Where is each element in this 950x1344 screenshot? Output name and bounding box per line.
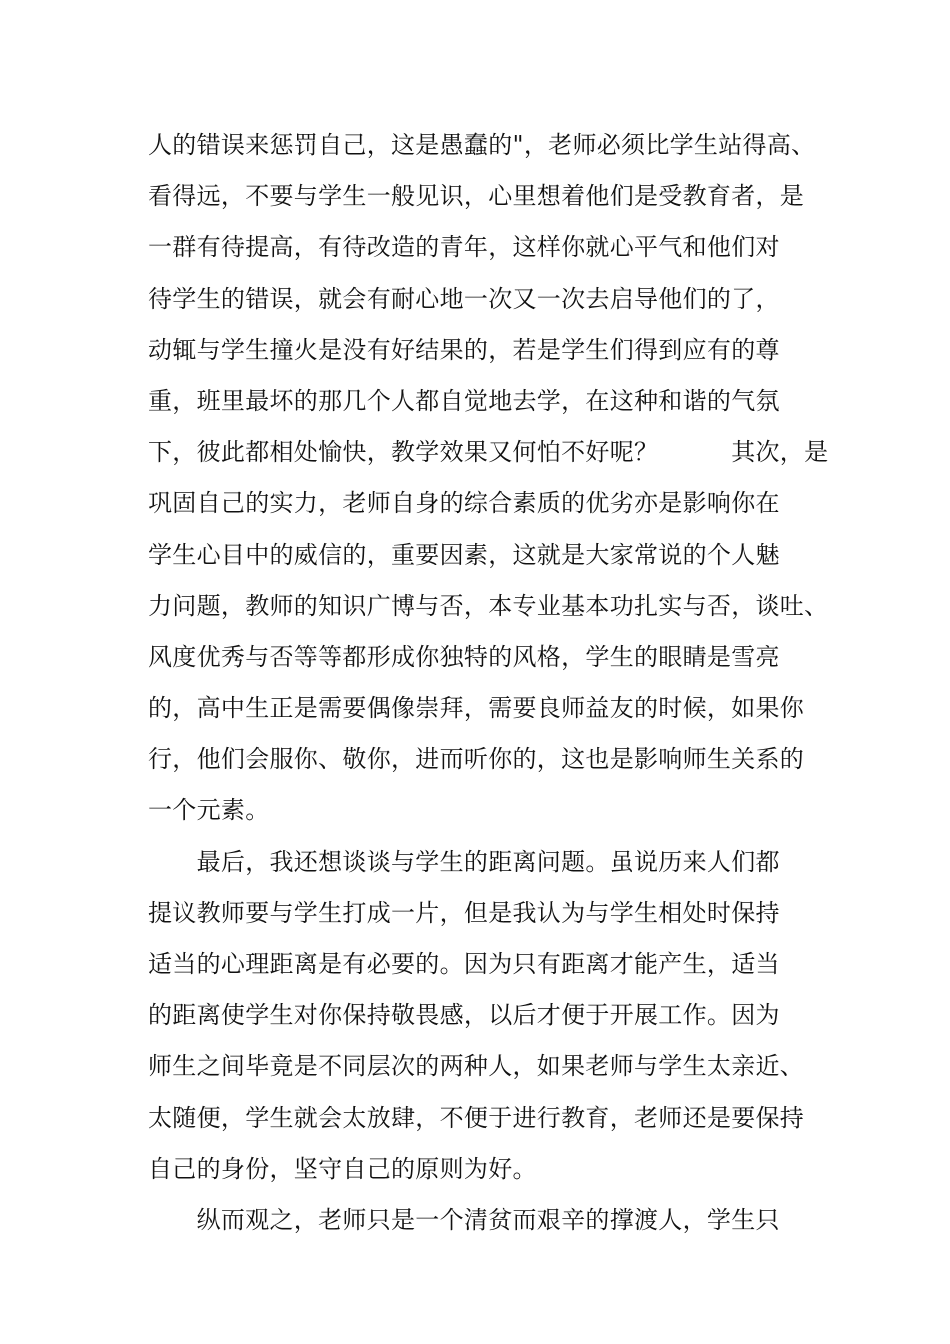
- text-line: 提议教师要与学生打成一片，但是我认为与学生相处时保持: [148, 898, 780, 927]
- text-line: 人的错误来惩罚自己，这是愚蠢的"，老师必须比学生站得高、: [148, 131, 816, 159]
- body-text: [148, 120, 828, 1246]
- text-line: 巩固自己的实力，老师自身的综合素质的优劣亦是影响你在: [148, 489, 780, 518]
- text-line: 的，高中生正是需要偶像崇拜，需要良师益友的时候，如果你: [148, 694, 805, 723]
- text-line: 的距离使学生对你保持敬畏感，以后才便于开展工作。因为: [148, 1001, 780, 1030]
- text-line: 行，他们会服你、敬你，进而听你的，这也是影响师生关系的: [148, 745, 805, 774]
- text-line: 风度优秀与否等等都形成你独特的风格，学生的眼睛是雪亮: [148, 642, 780, 671]
- text-line: 重，班里最坏的那几个人都自觉地去学，在这种和谐的气氛: [148, 386, 780, 415]
- text-line: 太随便，学生就会太放肆，不便于进行教育，老师还是要保持: [148, 1103, 805, 1132]
- text-line: 学生心目中的威信的，重要因素，这就是大家常说的个人魅: [148, 540, 780, 569]
- text-line: 一群有待提高，有待改造的青年，这样你就心平气和他们对: [148, 233, 780, 262]
- text-line: 力问题，教师的知识广博与否，本专业基本功扎实与否，谈吐、: [148, 591, 829, 620]
- text-line: 自己的身份，坚守自己的原则为好。: [148, 1154, 537, 1183]
- text-line: 最后，我还想谈谈与学生的距离问题。虽说历来人们都: [148, 847, 780, 876]
- text-line: 看得远，不要与学生一般见识，心里想着他们是受教育者，是: [148, 182, 805, 211]
- text-line: 一个元素。: [148, 796, 270, 825]
- text-line: 纵而观之，老师只是一个清贫而艰辛的撑渡人，学生只: [148, 1205, 780, 1234]
- text-line: 下，彼此都相处愉快，教学效果又何怕不好呢？ 其次，是: [148, 438, 829, 467]
- text-line: 适当的心理距离是有必要的。因为只有距离才能产生，适当: [148, 950, 780, 978]
- text-line: 师生之间毕竟是不同层次的两种人，如果老师与学生太亲近、: [148, 1052, 805, 1081]
- text-line: 动辄与学生撞火是没有好结果的，若是学生们得到应有的尊: [148, 335, 780, 364]
- text-line: 待学生的错误，就会有耐心地一次又一次去启导他们的了，: [148, 284, 780, 313]
